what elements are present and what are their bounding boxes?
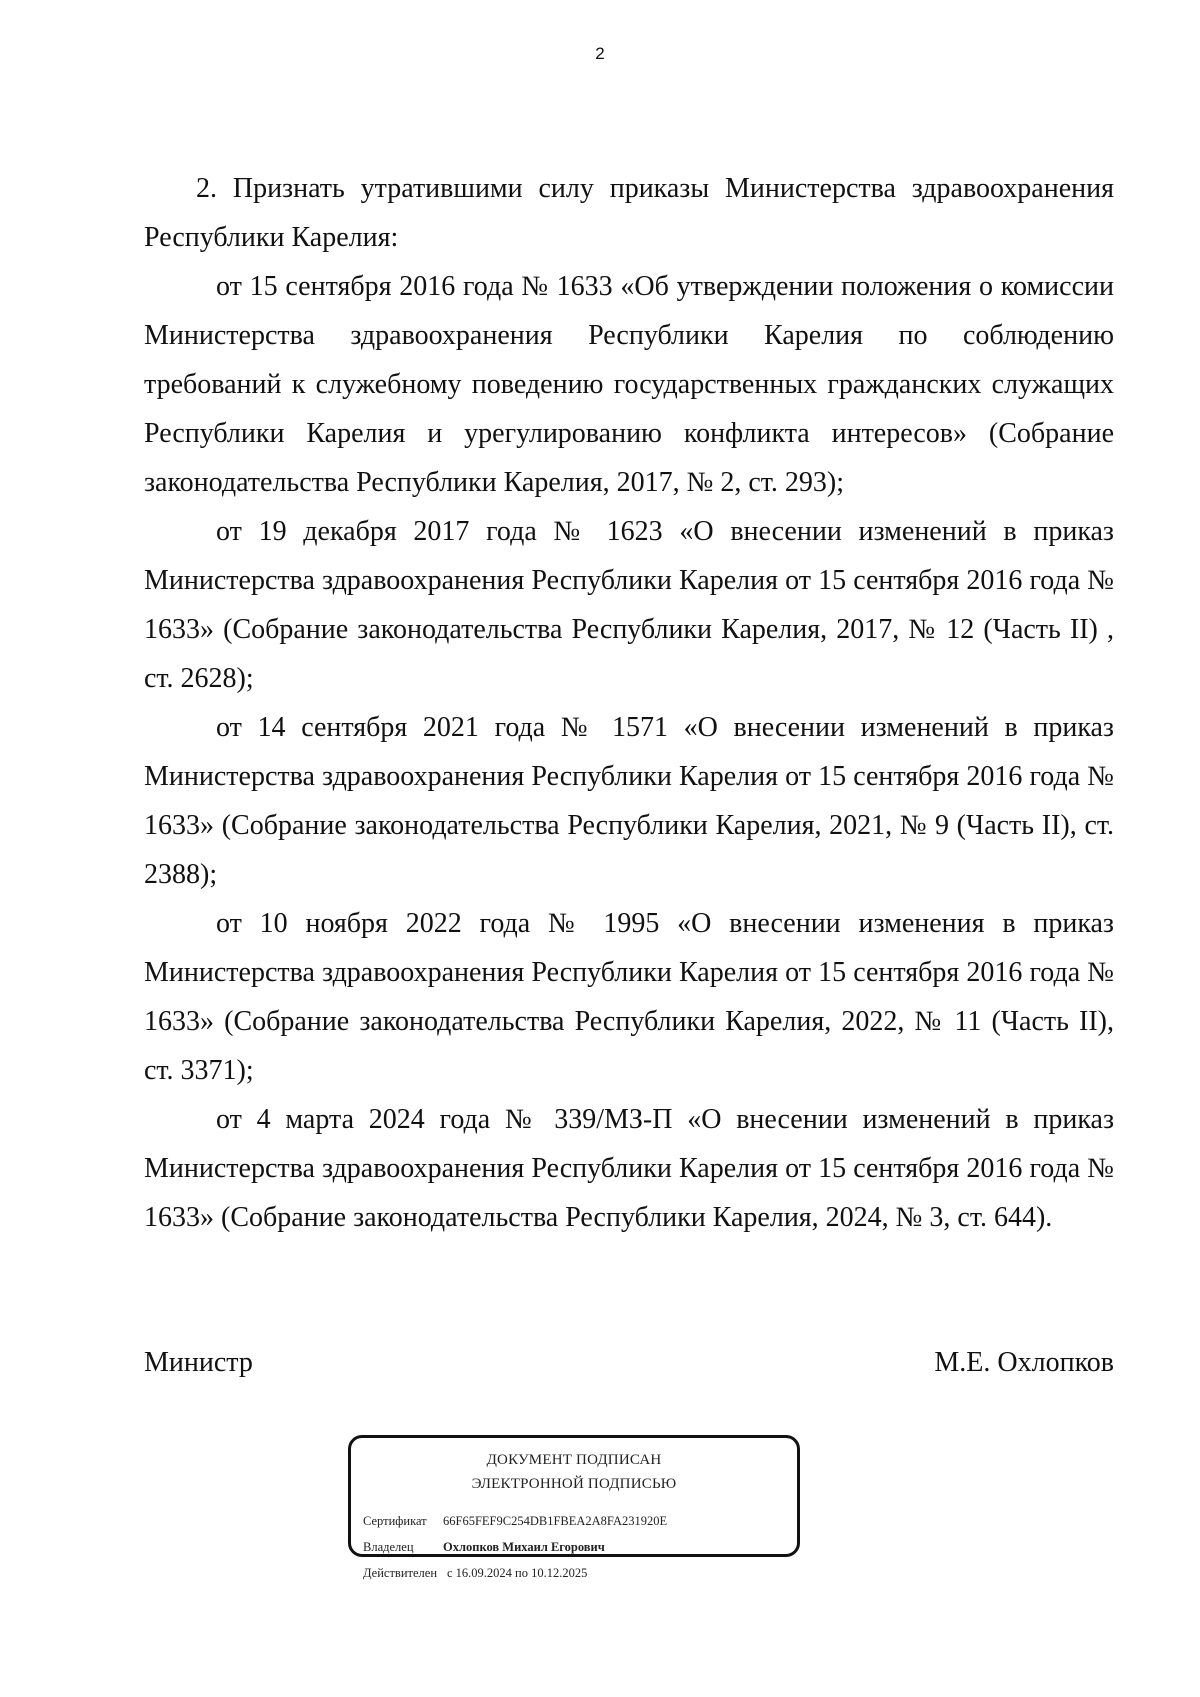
stamp-certificate-row	[363, 1508, 797, 1534]
stamp-validity-value: с 16.09.2024 по 10.12.2025	[447, 1566, 588, 1580]
stamp-owner-value: Охлопков Михаил Егорович	[443, 1540, 605, 1554]
stamp-certificate-label: Сертификат	[363, 1514, 427, 1528]
document-body	[144, 164, 1114, 1242]
paragraph-repeal-intro: 2. Признать утратившими силу приказы Министерства здравоохранения Республики Карелия:	[144, 173, 1114, 253]
stamp-validity-label: Действителен	[363, 1566, 438, 1580]
stamp-title	[351, 1448, 797, 1496]
paragraph-order-1571: от 14 сентября 2021 года № 1571 «О внесении изменений в приказ Министерства здравоохранения Республики Карелия от 15 сентября 2016 года № 1633» (Собрание законодательства Республики Карелия, 2021, № 9 (Часть II), ст. 2388);	[144, 712, 1114, 890]
stamp-certificate-value: 66F65FEF9C254DB1FBEA2A8FA231920E	[443, 1514, 668, 1528]
stamp-owner-row	[363, 1534, 797, 1560]
electronic-signature-stamp	[348, 1435, 800, 1580]
paragraph-order-1623: от 19 декабря 2017 года № 1623 «О внесении изменений в приказ Министерства здравоохранения Республики Карелия от 15 сентября 2016 года № 1633» (Собрание законодательства Республики Карелия, 2017, № 12 (Часть II) , ст. 2628);	[144, 516, 1114, 694]
paragraph-order-1995: от 10 ноября 2022 года № 1995 «О внесении изменения в приказ Министерства здравоохранения Республики Карелия от 15 сентября 2016 года № 1633» (Собрание законодательства Республики Карелия, 2022, № 11 (Часть II), ст. 3371);	[144, 908, 1114, 1086]
stamp-details	[351, 1508, 797, 1586]
signatory-name: М.Е. Охлопков	[934, 1347, 1114, 1378]
paragraph-order-1633: от 15 сентября 2016 года № 1633 «Об утверждении положения о комиссии Министерства здравоохранения Республики Карелия по соблюдению требований к служебному поведению государственных гражданских служащих Республики Карелия и урегулированию конфликта интересов» (Собрание законодательства Республики Карелия, 2017, № 2, ст. 293);	[144, 271, 1114, 498]
page-number: 2	[595, 44, 605, 63]
signatory-position: Министр	[144, 1347, 253, 1378]
signature-block	[144, 1343, 1114, 1383]
stamp-title-line-1: ДОКУМЕНТ ПОДПИСАН	[486, 1452, 662, 1468]
stamp-validity-row	[363, 1560, 797, 1586]
paragraph-order-339: от 4 марта 2024 года № 339/МЗ-П «О внесении изменений в приказ Министерства здравоохранения Республики Карелия от 15 сентября 2016 года № 1633» (Собрание законодательства Республики Карелия, 2024, № 3, ст. 644).	[144, 1104, 1114, 1233]
stamp-owner-label: Владелец	[363, 1540, 414, 1554]
stamp-title-line-2: ЭЛЕКТРОННОЙ ПОДПИСЬЮ	[471, 1476, 677, 1492]
